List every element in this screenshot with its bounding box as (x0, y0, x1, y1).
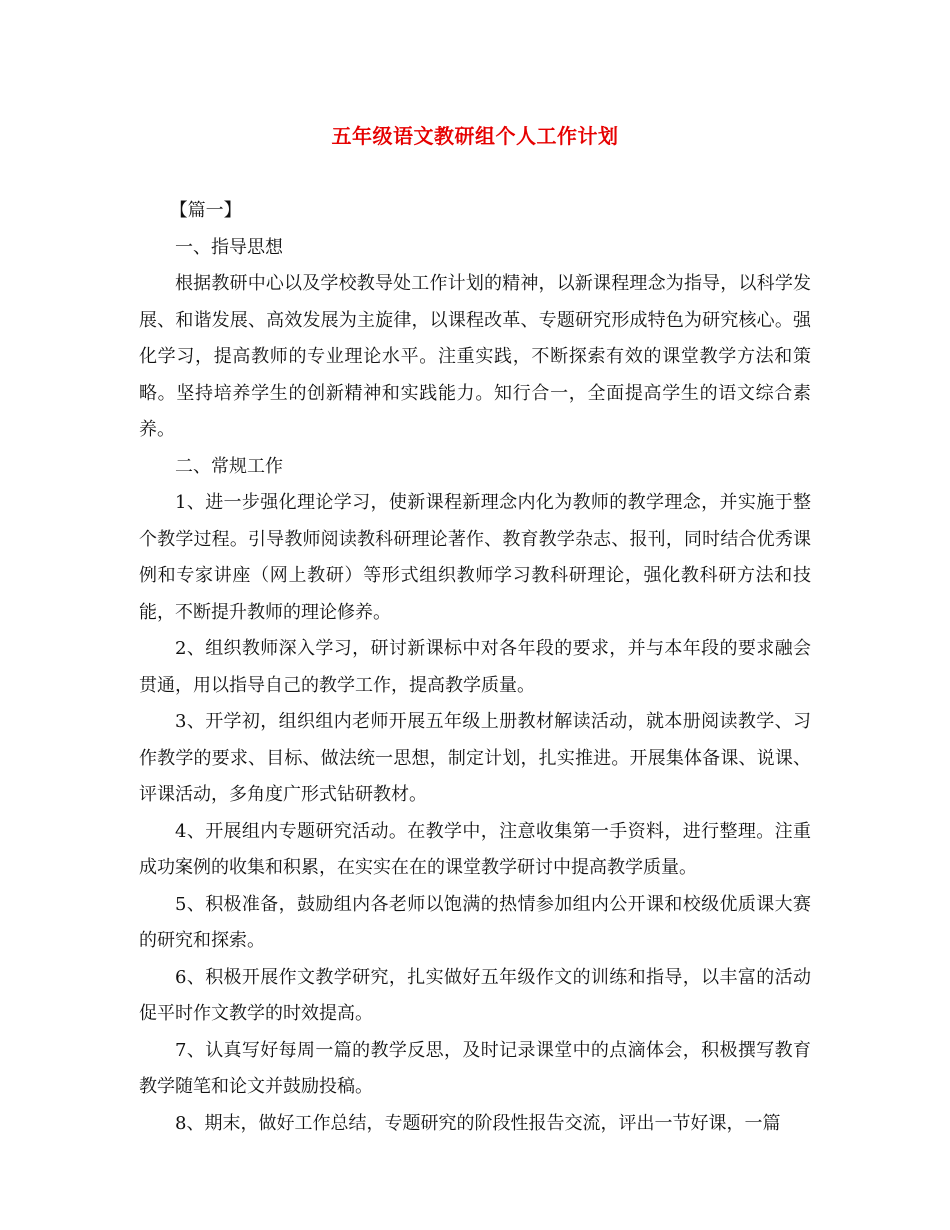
list-item: 6、积极开展作文教学研究，扎实做好五年级作文的训练和指导，以丰富的活动促平时作文教学的时效提高。 (139, 966, 811, 1024)
list-item: 5、积极准备，鼓励组内各老师以饱满的热情参加组内公开课和校级优质课大赛的研究和探索。 (139, 893, 811, 951)
list-item: 2、组织教师深入学习，研讨新课标中对各年段的要求，并与本年段的要求融会贯通，用以指导自己的教学工作，提高教学质量。 (139, 638, 811, 696)
list-item: 4、开展组内专题研究活动。在教学中，注意收集第一手资料，进行整理。注重成功案例的收集和积累，在实实在在的课堂教学研讨中提高教学质量。 (139, 820, 811, 878)
paragraph-guiding-ideology: 根据教研中心以及学校教导处工作计划的精神，以新课程理念为指导，以科学发展、和谐发展、高效发展为主旋律，以课程改革、专题研究形成特色为研究核心。强化学习，提高教师的专业理论水平。注重实践，不断探索有效的课堂教学方法和策略。坚持培养学生的创新精神和实践能力。知行合一，全面提高学生的语文综合素养。 (139, 273, 811, 440)
list-item: 7、认真写好每周一篇的教学反思，及时记录课堂中的点滴体会，积极撰写教育教学随笔和论文并鼓励投稿。 (139, 1039, 811, 1097)
section-tag: 【篇一】 (169, 200, 242, 221)
heading-routine-work: 二、常规工作 (175, 455, 283, 477)
list-item: 8、期末，做好工作总结，专题研究的阶段性报告交流，评出一节好课，一篇 (175, 1112, 781, 1134)
document-title: 五年级语文教研组个人工作计划 (331, 124, 619, 148)
list-item: 3、开学初，组织组内老师开展五年级上册教材解读活动，就本册阅读教学、习作教学的要求、目标、做法统一思想，制定计划，扎实推进。开展集体备课、说课、评课活动，多角度广形式钻研教材。 (139, 711, 811, 805)
document-body (139, 193, 811, 1142)
list-item: 1、进一步强化理论学习，使新课程新理念内化为教师的教学理念，并实施于整个教学过程。引导教师阅读教科研理论著作、教育教学杂志、报刊，同时结合优秀课例和专家讲座（网上教研）等形式组织教师学习教科研理论，强化教科研方法和技能，不断提升教师的理论修养。 (139, 492, 811, 623)
heading-guiding-ideology: 一、指导思想 (175, 236, 283, 258)
